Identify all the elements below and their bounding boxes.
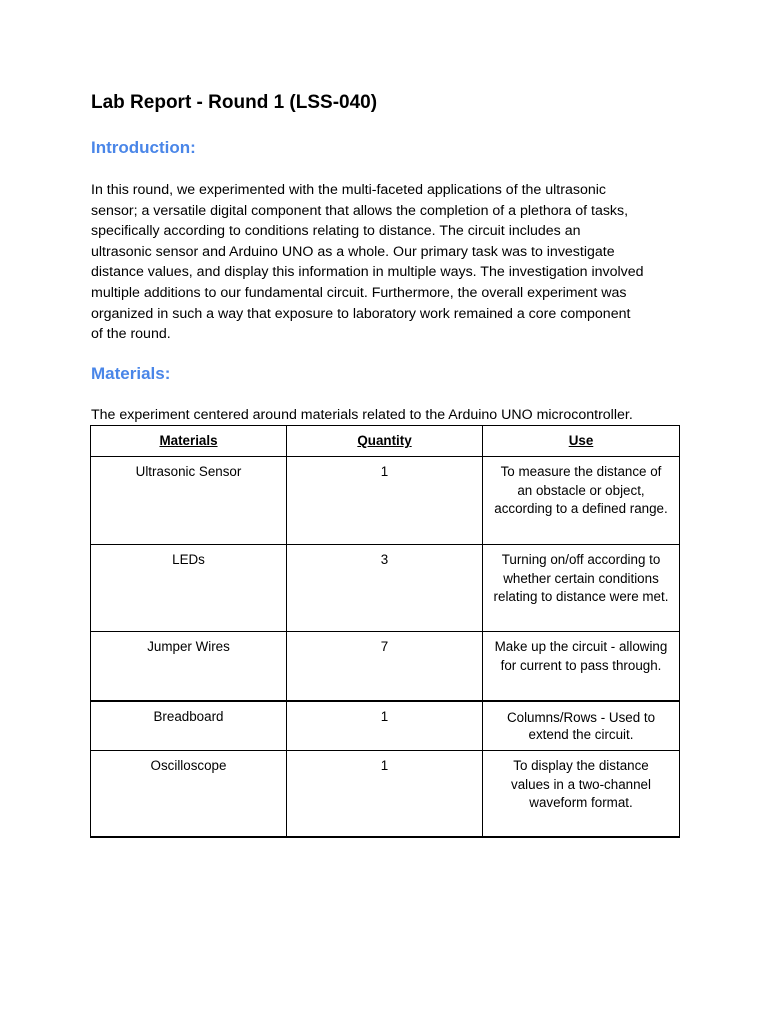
paragraph-line: organized in such a way that exposure to laboratory work remained a core component [91, 305, 631, 322]
material-cell: Jumper Wires [91, 632, 287, 702]
table-header-row [91, 426, 680, 457]
introduction-heading: Introduction: [91, 138, 196, 157]
table-row [91, 751, 680, 838]
material-cell: Ultrasonic Sensor [91, 457, 287, 545]
paragraph-line: In this round, we experimented with the multi-faceted applications of the ultrasonic [91, 182, 606, 198]
use-cell [483, 751, 680, 838]
material-cell: Oscilloscope [91, 751, 287, 838]
quantity-cell: 3 [287, 545, 483, 632]
materials-intro [91, 405, 691, 426]
table-row [91, 701, 680, 751]
use-line: extend the circuit. [528, 727, 634, 742]
quantity-cell: 1 [287, 701, 483, 751]
material-cell: Breadboard [91, 701, 287, 751]
paragraph-line: sensor; a versatile digital component that allows the completion of a plethora of tasks, [91, 202, 629, 219]
paragraph-line: of the round. [91, 326, 171, 343]
document-title: Lab Report - Round 1 (LSS-040) [91, 92, 378, 113]
use-line: Columns/Rows - Used to [506, 710, 656, 725]
materials-table [90, 425, 680, 838]
materials-intro-line: The experiment centered around materials related to the Arduino UNO microcontroller. [91, 407, 633, 423]
paragraph-line: ultrasonic sensor and Arduino UNO as a whole. Our primary task was to investigate [91, 243, 615, 260]
use-line: for current to pass through. [500, 657, 662, 673]
header-quantity: Quantity [287, 426, 483, 457]
use-line: an obstacle or object, [517, 482, 645, 498]
use-line: To display the distance [513, 758, 649, 773]
use-cell [483, 632, 680, 702]
use-line: Turning on/off according to [501, 552, 661, 567]
paragraph-line: multiple additions to our fundamental circuit. Furthermore, the overall experiment was [91, 284, 627, 301]
quantity-cell: 1 [287, 457, 483, 545]
quantity-cell: 7 [287, 632, 483, 702]
use-line: according to a defined range. [494, 501, 668, 516]
use-cell [483, 701, 680, 751]
paragraph-line: specifically according to conditions relating to distance. The circuit includes an [91, 223, 581, 240]
introduction-paragraph [91, 180, 691, 345]
table-row [91, 457, 680, 545]
use-line: relating to distance were met. [493, 589, 669, 604]
header-use: Use [483, 426, 680, 457]
materials-heading: Materials: [91, 364, 171, 383]
use-line: waveform format. [529, 795, 633, 810]
paragraph-line: distance values, and display this information in multiple ways. The investigation involved [91, 264, 644, 281]
header-materials: Materials [91, 426, 287, 457]
use-cell [483, 545, 680, 632]
use-line: Make up the circuit - allowing [494, 639, 668, 654]
table-row [91, 545, 680, 632]
material-cell: LEDs [91, 545, 287, 632]
table-row [91, 632, 680, 702]
use-line: To measure the distance of [500, 464, 662, 479]
use-line: values in a two-channel [511, 776, 651, 792]
use-cell [483, 457, 680, 545]
quantity-cell: 1 [287, 751, 483, 838]
use-line: whether certain conditions [503, 570, 659, 586]
